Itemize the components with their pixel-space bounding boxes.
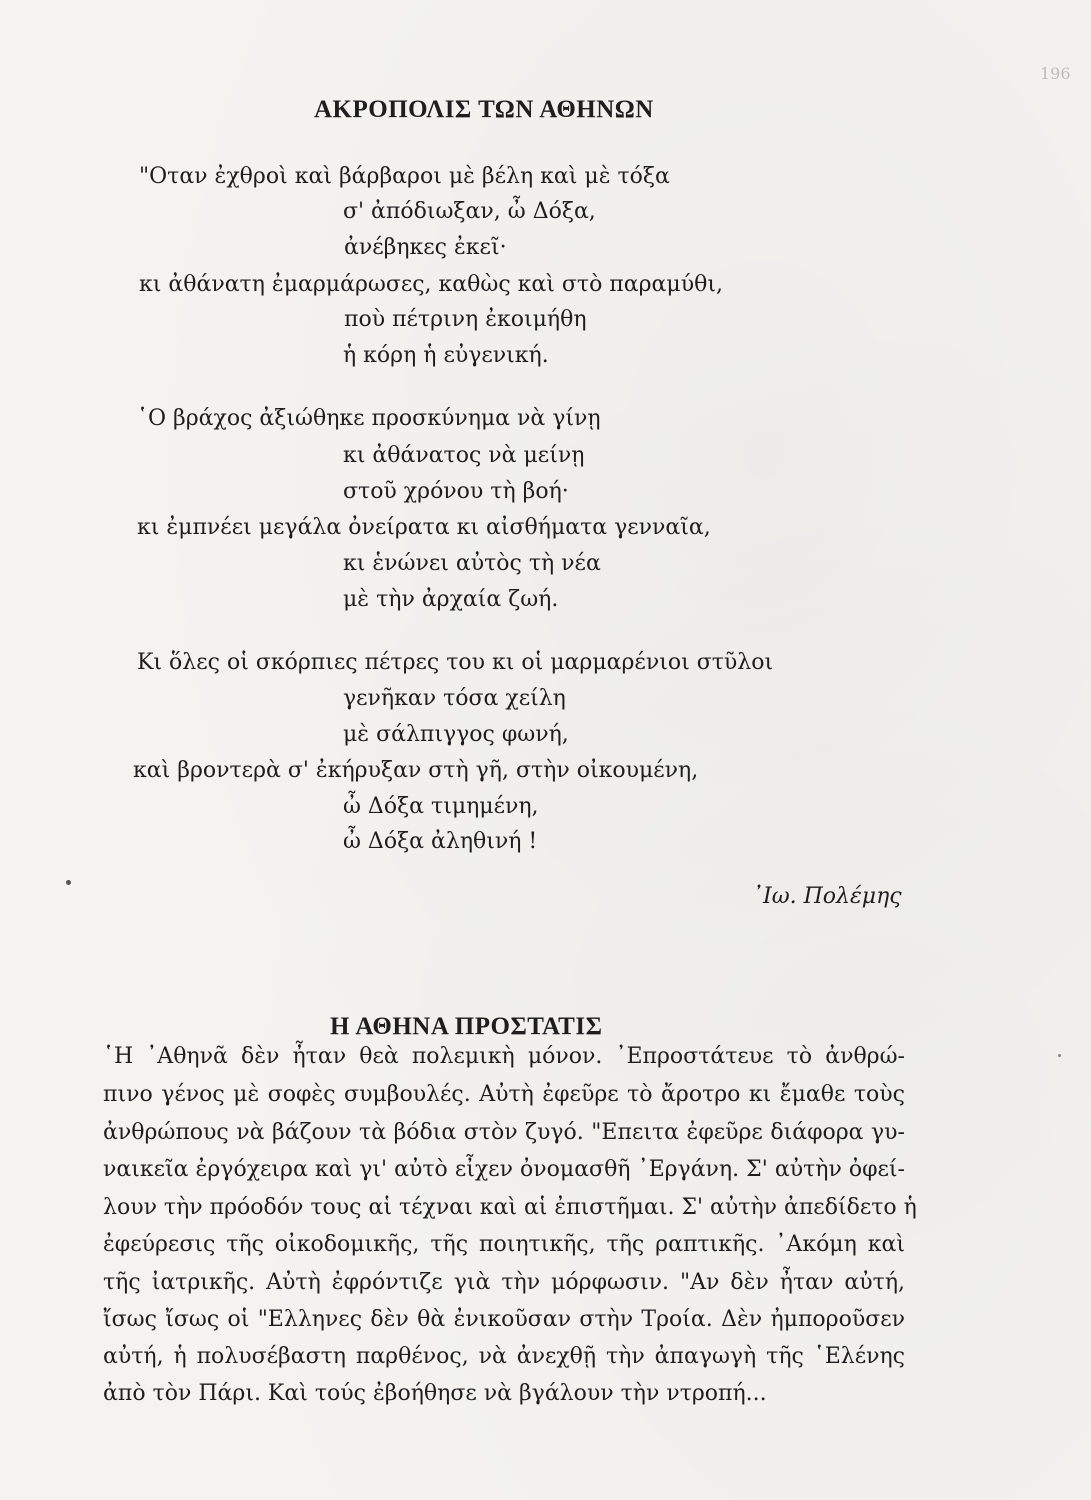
poem-line: κι ἑνώνει αὐτὸς τὴ νέα: [343, 551, 601, 576]
ink-speck: [66, 880, 71, 885]
poem-line: μὲ σάλπιγγος φωνή,: [343, 722, 569, 747]
poem-line: "Οταν ἐχθροὶ καὶ βάρβαροι μὲ βέλη καὶ μὲ τόξα: [139, 164, 670, 189]
poem-line: ποὺ πέτρινη ἐκοιμήθη: [344, 307, 587, 332]
poem-line: ὦ Δόξα τιμημένη,: [343, 794, 539, 819]
essay-title: Η ΑΘΗΝΑ ΠΡΟΣΤΑΤΙΣ: [330, 1013, 603, 1040]
page-number: 196: [1040, 64, 1071, 83]
essay-line: αὐτή, ἡ πολυσέβαστη παρθένος, νὰ ἀνεχθῇ τὴν ἀπαγωγὴ τῆς ῾Ελένης: [103, 1344, 905, 1369]
poem-line: Κι ὅλες οἱ σκόρπιες πέτρες του κι οἱ μαρμαρένιοι στῦλοι: [137, 650, 774, 675]
poem-line: κι ἀθάνατος νὰ μείνῃ: [343, 443, 585, 468]
poem-line: ὦ Δόξα ἀληθινή !: [343, 829, 538, 854]
poem-line: μὲ τὴν ἀρχαία ζωή.: [343, 587, 559, 612]
poem-line: σ' ἀπόδιωξαν, ὦ Δόξα,: [343, 199, 596, 224]
essay-line: ναικεῖα ἐργόχειρα καὶ γι' αὐτὸ εἶχεν ὀνομασθῆ ᾿Εργάνη. Σ' αὐτὴν ὀφεί-: [103, 1157, 905, 1182]
essay-line: ἀνθρώπους νὰ βάζουν τὰ βόδια στὸν ζυγό. "Επειτα ἐφεῦρε διάφορα γυ-: [103, 1120, 905, 1145]
poem-line: κι ἐμπνέει μεγάλα ὀνείρατα κι αἰσθήματα γενναῖα,: [137, 515, 711, 540]
poem-author: ᾿Ιω. Πολέμης: [752, 884, 902, 909]
essay-line: λουν τὴν πρόοδόν τους αἱ τέχναι καὶ αἱ ἐπιστῆμαι. Σ' αὐτὴν ἀπεδίδετο ἡ: [103, 1195, 917, 1220]
essay-line: πινο γένος μὲ σοφὲς συμβουλές. Αὐτὴ ἐφεῦρε τὸ ἄροτρο κι ἔμαθε τοὺς: [103, 1082, 905, 1107]
essay-line: ῾Η ᾿Αθηνᾶ δὲν ἦταν θεὰ πολεμικὴ μόνον. ᾿Επροστάτευε τὸ ἀνθρώ-: [103, 1044, 905, 1069]
essay-line: ἴσως ἴσως οἱ "Ελληνες δὲν θὰ ἐνικοῦσαν στὴν Τροία. Δὲν ἠμποροῦσεν: [103, 1307, 905, 1332]
poem-line: γενῆκαν τόσα χείλη: [343, 686, 566, 711]
poem-title: ΑΚΡΟΠΟΛΙΣ ΤΩΝ ΑΘΗΝΩΝ: [314, 96, 654, 123]
poem-line: καὶ βροντερὰ σ' ἐκήρυξαν στὴ γῆ, στὴν οἰκουμένη,: [133, 758, 699, 783]
essay-line: ἐφεύρεσις τῆς οἰκοδομικῆς, τῆς ποιητικῆς, τῆς ραπτικῆς. ᾿Ακόμη καὶ: [103, 1232, 905, 1257]
essay-line: ἀπὸ τὸν Πάρι. Καὶ τούς ἐβοήθησε νὰ βγάλουν τὴν ντροπή...: [103, 1381, 767, 1406]
essay-line: τῆς ἰατρικῆς. Αὐτὴ ἐφρόντιζε γιὰ τὴν μόρφωσιν. "Αν δὲν ἦταν αὐτή,: [103, 1270, 905, 1295]
ink-speck: [1058, 1054, 1061, 1057]
poem-line: κι ἀθάνατη ἐμαρμάρωσες, καθὼς καὶ στὸ παραμύθι,: [139, 272, 723, 297]
poem-line: ῾Ο βράχος ἀξιώθηκε προσκύνημα νὰ γίνῃ: [137, 406, 601, 431]
poem-line: στοῦ χρόνου τὴ βοή·: [343, 479, 569, 504]
poem-line: ἀνέβηκες ἐκεῖ·: [344, 235, 507, 260]
poem-line: ἡ κόρη ἡ εὐγενική.: [343, 343, 549, 368]
